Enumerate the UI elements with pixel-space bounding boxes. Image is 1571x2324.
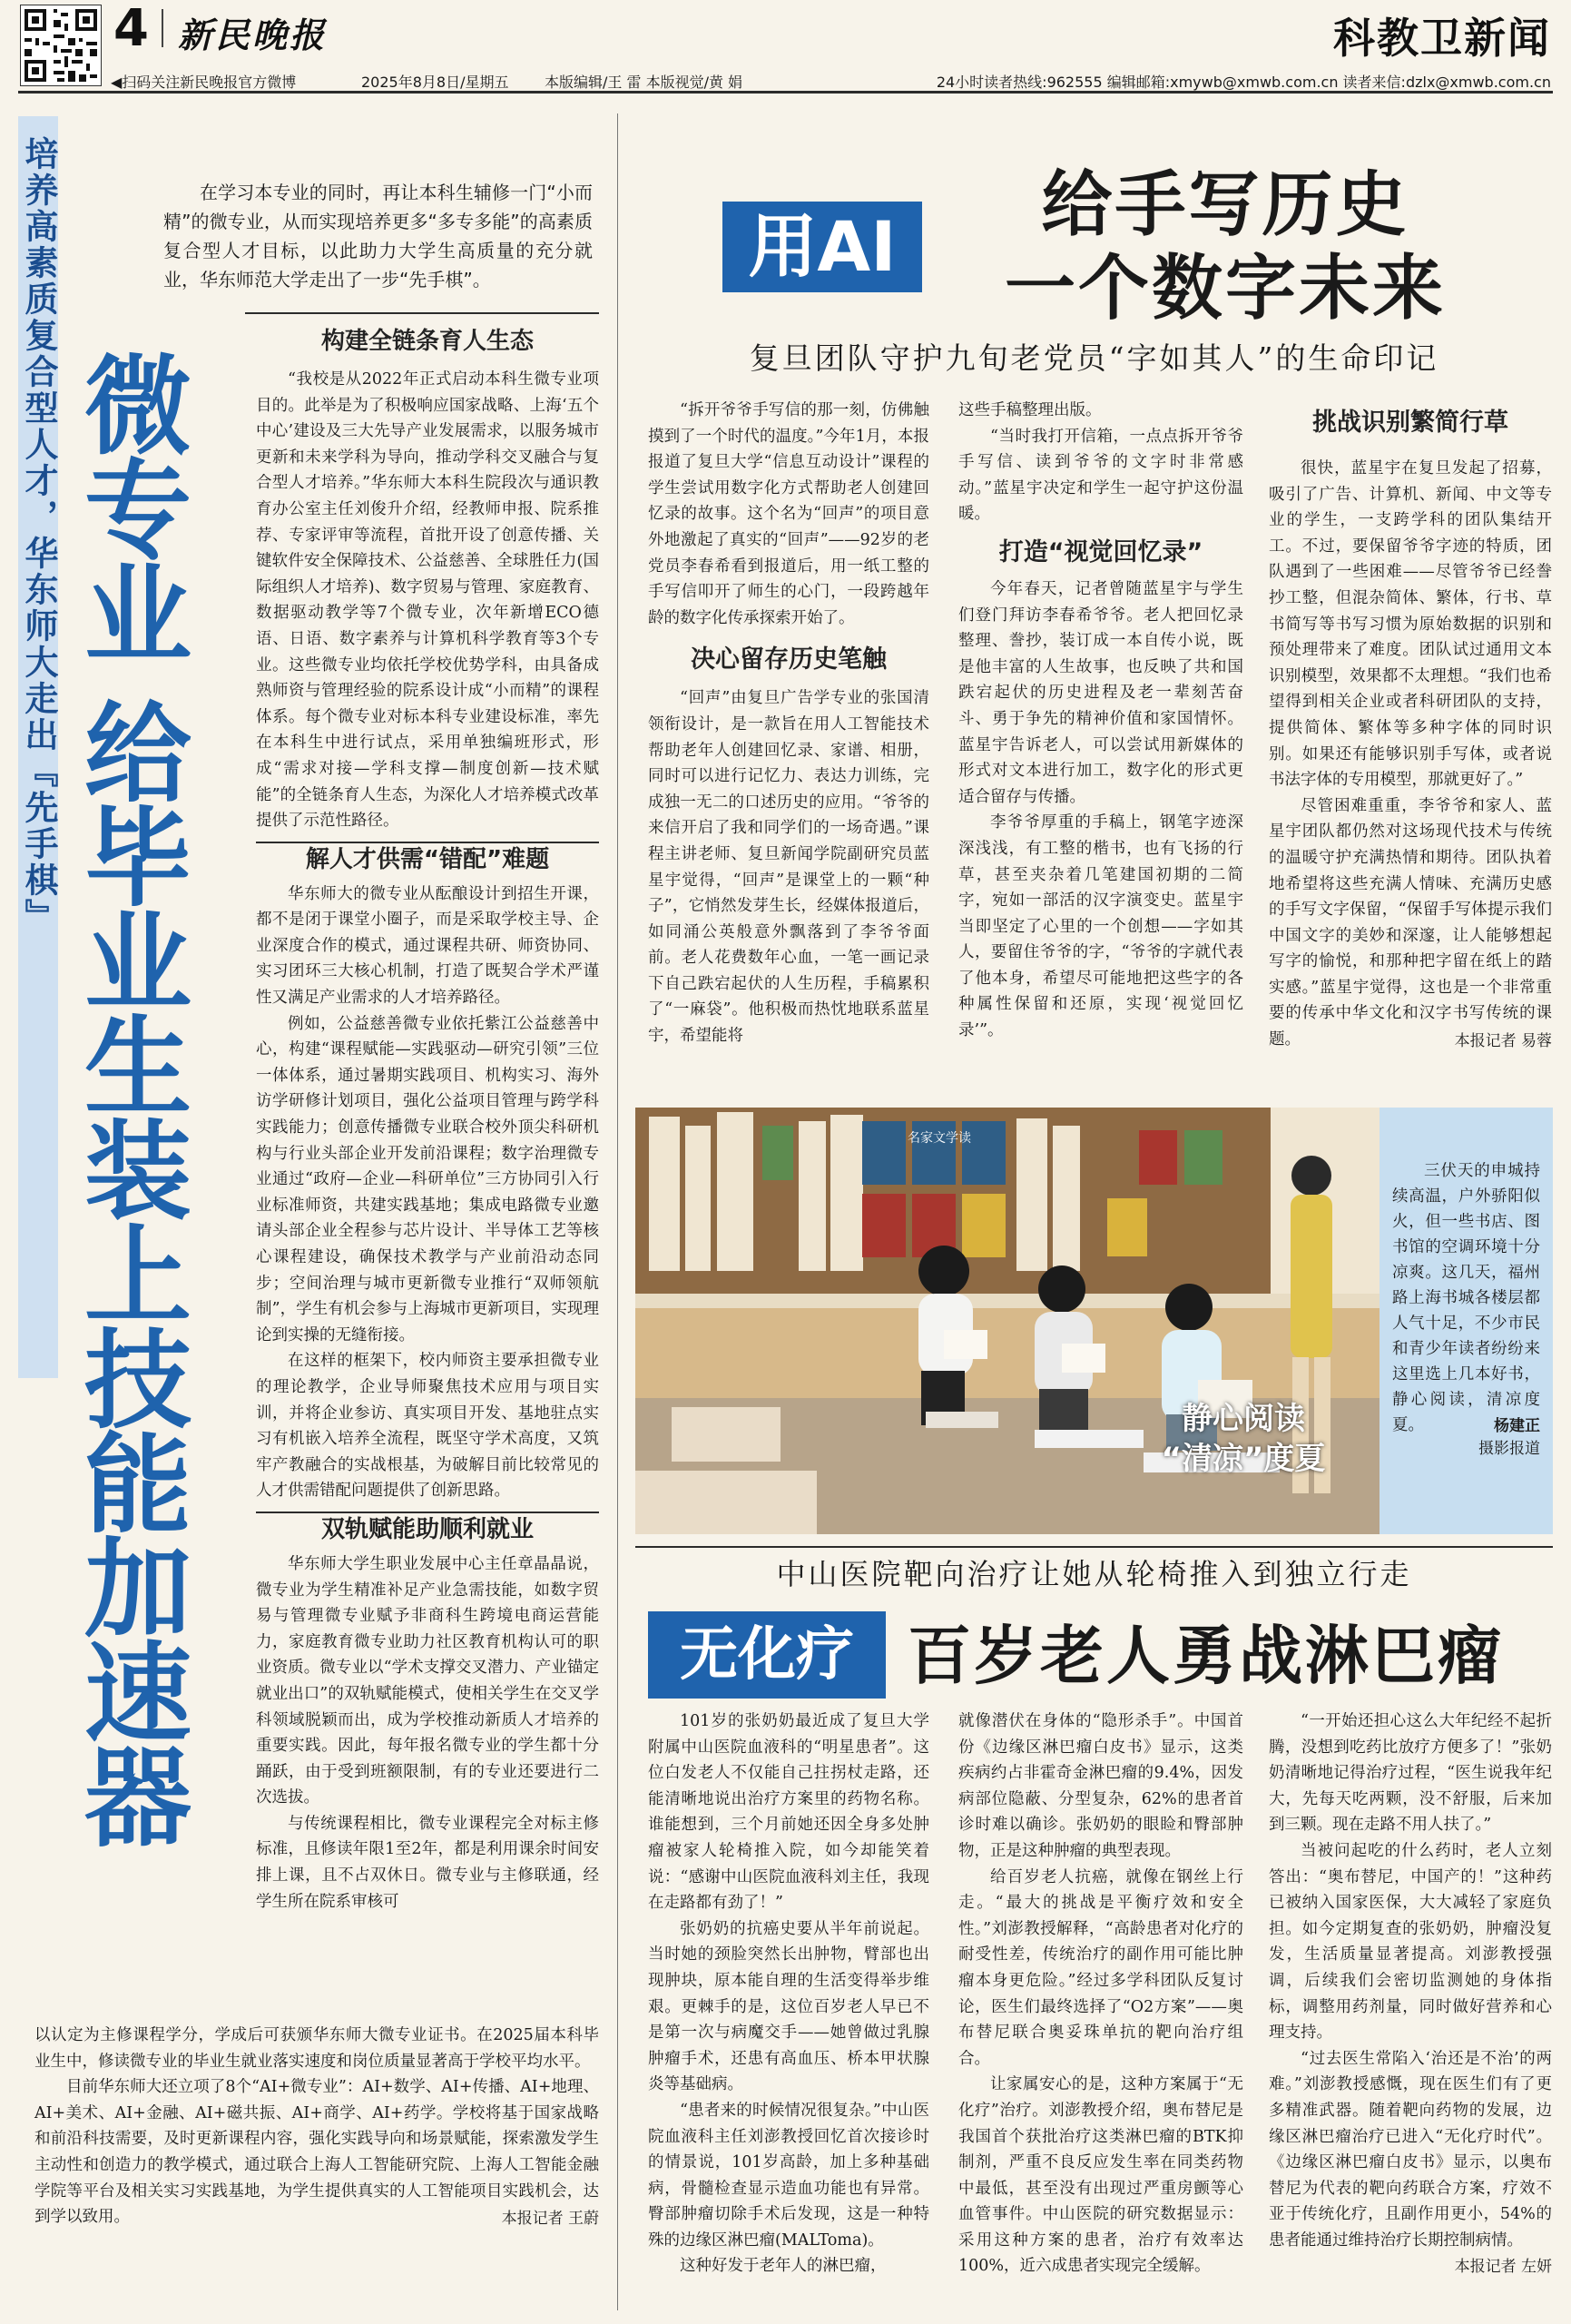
photo-byline-role: 摄影报道: [1478, 1440, 1540, 1458]
body-paragraph: 与传统课程相比，微专业课程完全对标主修标准，且修读年限1至2年，都是利用课余时间安排上课，且不占双休日。微专业与主修联通，经学生所在院系审核可: [256, 1814, 599, 1911]
photo-title-2: “清凉”度夏: [1161, 1441, 1326, 1477]
body-paragraph: 目前华东师大还立项了8个“AI+微专业”：AI+数学、AI+传播、AI+地理、AI+美术、AI+金融、AI+磁共振、AI+商学、AI+药学。学校将基于国家战略和前沿科技需要，及时更新课程内容，强化实践导向和场景赋能，探索激发学生主动性和创造力的教学模式，通过联合上海人工智能研究院、上海人工智能金融学院等平台及相关实习实践基地，为学生提供真实的人工智能项目实践机会，达到学以致用。: [34, 2078, 599, 2227]
body-paragraph: 当被问起吃的什么药时，老人立刻答出：“奥布替尼，中国产的！”这种药已被纳入国家医保，大大减轻了家庭负担。如今定期复查的张奶奶，肿瘤没复发，生活质量显著提高。刘澎教授强调，后续我们会密切监测她的身体指标，调整用药剂量，同时做好营养和心理支持。: [1269, 1841, 1552, 2043]
lead-rule: [245, 312, 599, 314]
photo-byline-name: 杨建正: [1494, 1417, 1540, 1435]
ai-col-2: [958, 398, 1243, 1044]
body-paragraph: 在这样的框架下，校内师资主要承担微专业的理论教学，企业导师聚焦技术应用与项目实训，并将企业参访、真实项目开发、基地驻点实习有机嵌入培养全流程，既坚守学术高度，又筑牢产教融合的实战根基，为破解目前比较常见的人才供需错配问题提供了创新思路。: [256, 1352, 599, 1501]
qr-code-icon: [21, 5, 101, 85]
subhead-visual-memoir: 打造“视觉回忆录”: [998, 537, 1203, 566]
body-paragraph: “我校是从2022年正式启动本科生微专业项目的。此举是为了积极响应国家战略、上海‘五个中心’建设及三大先导产业发展需求，以服务城市更新和未来学科为导向，推动学科交叉融合与复合型人才培养。”华东师大本科生院段次与通识教育办公室主任刘俊升介绍，经教师申报、院系推荐、专家评审等流程，首批开设了创意传播、关键软件安全保障技术、公益慈善、全球胜任力(国际组织人才培养)、数字贸易与管理、家庭教育、数据驱动教学等7个微专业，次年新增ECO德语、日语、数字素养与计算机科学教育等3个专业。这些微专业均依托学校优势学科，由具备成熟师资与管理经验的院系设计成“小而精”的课程体系。每个微专业对标本科专业建设标准，率先在本科生中进行试点，采用单独编班形式，形成“需求对接—学科支撑—制度创新—技术赋能”的全链条育人生态，为深化人才培养模式改革提供了示范性路径。: [256, 370, 599, 831]
photo-caption-box: [1380, 1108, 1553, 1534]
body-paragraph: “拆开爷爷手写信的那一刻，仿佛触摸到了一个时代的温度。”今年1月，本报报道了复旦大学“信息互动设计”课程的学生尝试用数字化方式帮助老人创建回忆录的故事。这个名为“回声”的项目意外地激起了真实的“回声”——92岁的老党员李春希看到报道后，用一纸工整的手写信叩开了师生的心门，一段跨越年龄的数字化传承探索开始了。: [648, 401, 929, 627]
subhead-preserve: 决心留存历史笔触: [691, 645, 887, 675]
body-paragraph: 华东师大的微专业从酝酿设计到招生开课，都不是闭于课堂小圈子，而是采取学校主导、企业深度合作的模式，通过课程共研、师资协同、实习团环三大核心机制，打造了既契合学术严谨性又满足产业需求的人才培养路径。: [256, 884, 599, 1008]
med-story-tag: 无化疗: [648, 1611, 886, 1699]
body-paragraph: 华东师大学生职业发展中心主任章晶晶说，微专业为学生精准补足产业急需技能，如数字贸易与管理微专业赋予非商科生跨境电商运营能力，家庭教育微专业助力社区教育机构认可的职业资质。微专业以“学术支撑交叉潜力、产业锚定就业出口”的双轨赋能模式，使相关学生在交叉学科领域脱颖而出，成为学校推动新质人才培养的重要实践。因此，每年报名微专业的学生都十分踊跃，由于受到班额限制，有的专业还要进行二次选拔。: [256, 1554, 599, 1807]
left-story-byline: 本报记者 王蔚: [501, 2209, 599, 2228]
body-paragraph: “一开始还担心这么大年纪经不起折腾，没想到吃药比放疗方便多了！”张奶奶清晰地记得治疗过程，“医生说我年纪大，先每天吃两颗，没不舒服，后来加到三颗。现在走路不用人扶了。”: [1269, 1712, 1552, 1835]
subhead-employment: 双轨赋能助顺利就业: [256, 1512, 599, 1544]
body-paragraph: “患者来的时候情况很复杂。”中山医院血液科主任刘澎教授回忆首次接诊时的情景说，101岁高龄，加上多种基础病，骨髓检查显示造血功能也有异常。臀部肿瘤切除手术后发现，这是一种特殊的边缘区淋巴瘤(MALToma)。: [648, 2101, 929, 2250]
med-col-1: [648, 1709, 929, 2280]
editors-line: 本版编辑/王 雷 本版视觉/黄 娟: [545, 74, 743, 91]
ai-story-byline: 本报记者 易蓉: [1454, 1031, 1552, 1050]
body-paragraph: “当时我打开信箱，一点点拆开爷爷手写信、读到爷爷的文字时非常感动。”蓝星宇决定和学生一起守护这份温暖。: [958, 427, 1243, 524]
page-number: 4: [113, 0, 149, 58]
book-cover-title: 名家文学读: [908, 1131, 971, 1146]
left-story-body: [256, 327, 599, 1915]
hotline: 24小时读者热线:962555 编辑邮箱:xmywb@xmwb.com.cn 读者来信:dzlx@xmwb.com.cn: [936, 74, 1551, 91]
body-paragraph: 张奶奶的抗癌史要从半年前说起。当时她的颈脸突然长出肿物，臂部也出现肿块，原本能自理的生活变得举步维艰。更棘手的是，这位百岁老人早已不是第一次与病魔交手——她曾做过乳腺肿瘤手术，还患有高血压、桥本甲状腺炎等基础病。: [648, 1919, 929, 2094]
lead-paragraph: 在学习本专业的同时，再让本科生辅修一门“小而精”的微专业，从而实现培养更多“多专多能”的高素质复合型人才目标，以此助力大学生高质量的充分就业，华东师范大学走出了一步“先手棋”。: [163, 182, 593, 290]
ai-story-headline-2: 一个数字未来: [1004, 248, 1446, 330]
news-photo: [635, 1108, 1553, 1534]
body-paragraph: 今年春天，记者曾随蓝星宇与学生们登门拜访李春希爷爷。老人把回忆录整理、誊抄，装订成一本自传小说，既是他丰富的人生故事，也反映了共和国跌宕起伏的历史进程及老一辈刻苦奋斗、勇于争先的精神价值和家国情怀。蓝星宇告诉老人，可以尝试用新媒体的形式对文本进行加工，数字化的形式更适合留存与传播。: [958, 579, 1243, 806]
body-paragraph: 这些手稿整理出版。: [958, 401, 1102, 419]
subhead-mismatch: 解人才供需“错配”难题: [256, 842, 599, 874]
med-col-2: [958, 1709, 1243, 2280]
section-title: 科教卫新闻: [1333, 14, 1551, 63]
left-story-lead: [163, 178, 593, 294]
left-story-kicker: 培养高素质复合型人才，华东师大走出『先手棋』: [19, 136, 58, 935]
body-paragraph: “过去医生常陷入‘治还是不治’的两难。”刘澎教授感慨，现在医生们有了更多精准武器。随着靶向药物的发展，边缘区淋巴瘤治疗已进入“无化疗时代”。《边缘区淋巴瘤白皮书》显示，以奥布替尼为代表的靶向药联合方案，疗效不亚于传统化疗，且副作用更小，54%的患者能通过维持治疗长期控制病情。: [1269, 2049, 1552, 2250]
qr-note: ◀扫码关注新民晚报官方微博: [111, 74, 297, 91]
photo-caption: 三伏天的申城持续高温，户外骄阳似火，但一些书店、图书馆的空调环境十分凉爽。这几天，福州路上海书城各楼层都人气十足，不少市民和青少年读者纷纷来这里选上几本好书，静心阅读，清凉度夏。: [1392, 1162, 1540, 1434]
body-paragraph: 101岁的张奶奶最近成了复旦大学附属中山医院血液科的“明星患者”。这位白发老人不仅能自己拄拐杖走路，还能清晰地说出治疗方案里的药物名称。谁能想到，三个月前她还因全身多处肿瘤被家人轮椅推入院，如今却能笑着说：“感谢中山医院血液科刘主任，我现在走路都有劲了！”: [648, 1712, 929, 1913]
body-paragraph: 李爷爷厚重的手稿上，钢笔字迹深深浅浅，有工整的楷书，也有飞扬的行草，甚至夹杂着几笔建国初期的二简字，宛如一部活的汉字演变史。蓝星宇当即坚定了心里的一个创想——字如其人，要留住爷爷的字，“爷爷的字就代表了他本身，希望尽可能地把这些字的各种属性保留和还原，实现‘视觉回忆录’”。: [958, 813, 1243, 1040]
ai-col-3: [1269, 398, 1552, 1050]
body-paragraph: 例如，公益慈善微专业依托紫江公益慈善中心，构建“课程赋能—实践驱动—研究引领”三位一体体系，通过暑期实践项目、机构实习、海外访学研修计划项目，强化公益项目管理与跨学科实践能力；创意传播微专业联合校外顶尖科研机构与行业头部企业开发前沿课程；数字治理微专业通过“政府—企业—科研单位”三方协同引入行业标准师资，共建实践基地；集成电路微专业邀请头部企业全程参与芯片设计、半导体工艺等核心课程建设，确保技术教学与产业前沿动态同步；空间治理与城市更新微专业推行“双师领航制”，学生有机会参与上海城市更新项目，实现理论到实操的无缝衔接。: [256, 1014, 599, 1344]
masthead-rule: [18, 91, 1553, 94]
med-story-rule: [635, 1546, 1553, 1548]
subhead-recognition: 挑战识别繁简行草: [1312, 409, 1508, 437]
ai-story-headline-1: 给手写历史: [1041, 164, 1409, 246]
photo-title-1: 静心阅读: [1182, 1401, 1305, 1437]
qr-code[interactable]: [20, 5, 102, 86]
med-story-byline: 本报记者 左妍: [1454, 2258, 1552, 2277]
body-paragraph: “回声”由复旦广告学专业的张国清领衔设计，是一款旨在用人工智能技术帮助老年人创建回忆录、家谱、相册，同时可以进行记忆力、表达力训练，完成独一无二的口述历史的应用。“爷爷的来信开启了我和同学们的一场奇遇。”课程主讲老师、复旦新闻学院副研究员蓝星宇觉得，“回声”是课堂上的一颗“种子”，它悄然发芽生长，经媒体报道后，如同涌公英般意外飘落到了李爷爷面前。老人花费数年心血，一笔一画记录下自己跌宕起伏的人生历程，手稿累积了“一麻袋”。他积极而热忱地联系蓝星宇，希望能将: [648, 689, 929, 1046]
body-paragraph: 让家属安心的是，这种方案属于“无化疗”治疗。刘澎教授介绍，奥布替尼是我国首个获批治疗这类淋巴瘤的BTK抑制剂，严重不良反应发生率在同类药物中最低，甚至没有出现过严重房颤等心血管事件。中山医院的研究数据显示：采用这种方案的患者，治疗有效率达100%，近六成患者实现完全缓解。: [958, 2075, 1243, 2276]
vertical-divider: [162, 9, 163, 47]
body-paragraph: 给百岁老人抗癌，就像在钢丝上行走。“最大的挑战是平衡疗效和安全性。”刘澎教授解释，“高龄患者对化疗的耐受性差，传统治疗的副作用可能比肿瘤本身更危险。”经过多学科团队反复讨论，医生们最终选择了“O2方案”——奥布替尼联合奥妥珠单抗的靶向治疗组合。: [958, 1867, 1243, 2068]
med-story-headline: 百岁老人勇战淋巴瘤: [908, 1619, 1504, 1693]
med-col-3: [1269, 1709, 1552, 2276]
left-story-headline: 微专业 给毕业生装上技能加速器: [66, 350, 191, 1846]
body-paragraph: 以认定为主修课程学分，学成后可获颁华东师大微专业证书。在2025届本科毕业生中，修读微专业的毕业生就业落实速度和岗位质量显著高于学校平均水平。: [34, 2026, 599, 2071]
ai-col-1: [648, 398, 929, 1049]
column-divider: [617, 113, 618, 2310]
ai-story-tag: 用AI: [722, 202, 922, 292]
med-story-kicker: 中山医院靶向治疗让她从轮椅推入到独立行走: [776, 1557, 1412, 1591]
body-paragraph: 就像潜伏在身体的“隐形杀手”。中国首份《边缘区淋巴瘤白皮书》显示，这类疾病约占非霍奇金淋巴瘤的9.4%，因发病部位隐蔽、分型复杂，62%的患者首诊时难以确诊。张奶奶的眼睑和臀部肿物，正是这种肿瘤的典型表现。: [958, 1712, 1243, 1860]
body-paragraph: 这种好发于老年人的淋巴瘤，: [680, 2257, 887, 2276]
paper-name: 新民晚报: [178, 15, 328, 55]
left-story-tail: [34, 2023, 599, 2228]
subhead-ecosystem: 构建全链条育人生态: [320, 328, 534, 355]
date-line: 2025年8月8日/星期五: [361, 74, 509, 91]
body-paragraph: 尽管困难重重，李爷爷和家人、蓝星宇团队都仍然对这场现代技术与传统的温暖守护充满热情和期待。团队执着地希望将这些充满人情味、充满历史感的手写文字保留，“保留手写体提示我们中国文字的美妙和深邃，让人能够想起写字的愉悦，和那种把字留在纸上的踏实感。”蓝星宇觉得，这也是一个非常重要的传承中华文化和汉字书写传统的课题。: [1269, 796, 1552, 1049]
ai-story-subhead: 复旦团队守护九旬老党员“字如其人”的生命印记: [749, 340, 1439, 376]
body-paragraph: 很快，蓝星宇在复旦发起了招募，吸引了广告、计算机、新闻、中文等专业的学生，一支跨学科的团队集结开工。不过，要保留爷爷字迹的特质，团队遇到了一些困难——尽管爷爷已经誊抄工整，但混杂简体、繁体，行书、草书简写等书写习惯为原始数据的识别和预处理带来了难度。团队试过通用文本识别模型，效果都不太理想。“我们也希望得到相关企业或者科研团队的支持，提供简体、繁体等多种字体的同时识别。如果还有能够识别手写体，或者说书法字体的专用模型，那就更好了。”: [1269, 459, 1552, 790]
